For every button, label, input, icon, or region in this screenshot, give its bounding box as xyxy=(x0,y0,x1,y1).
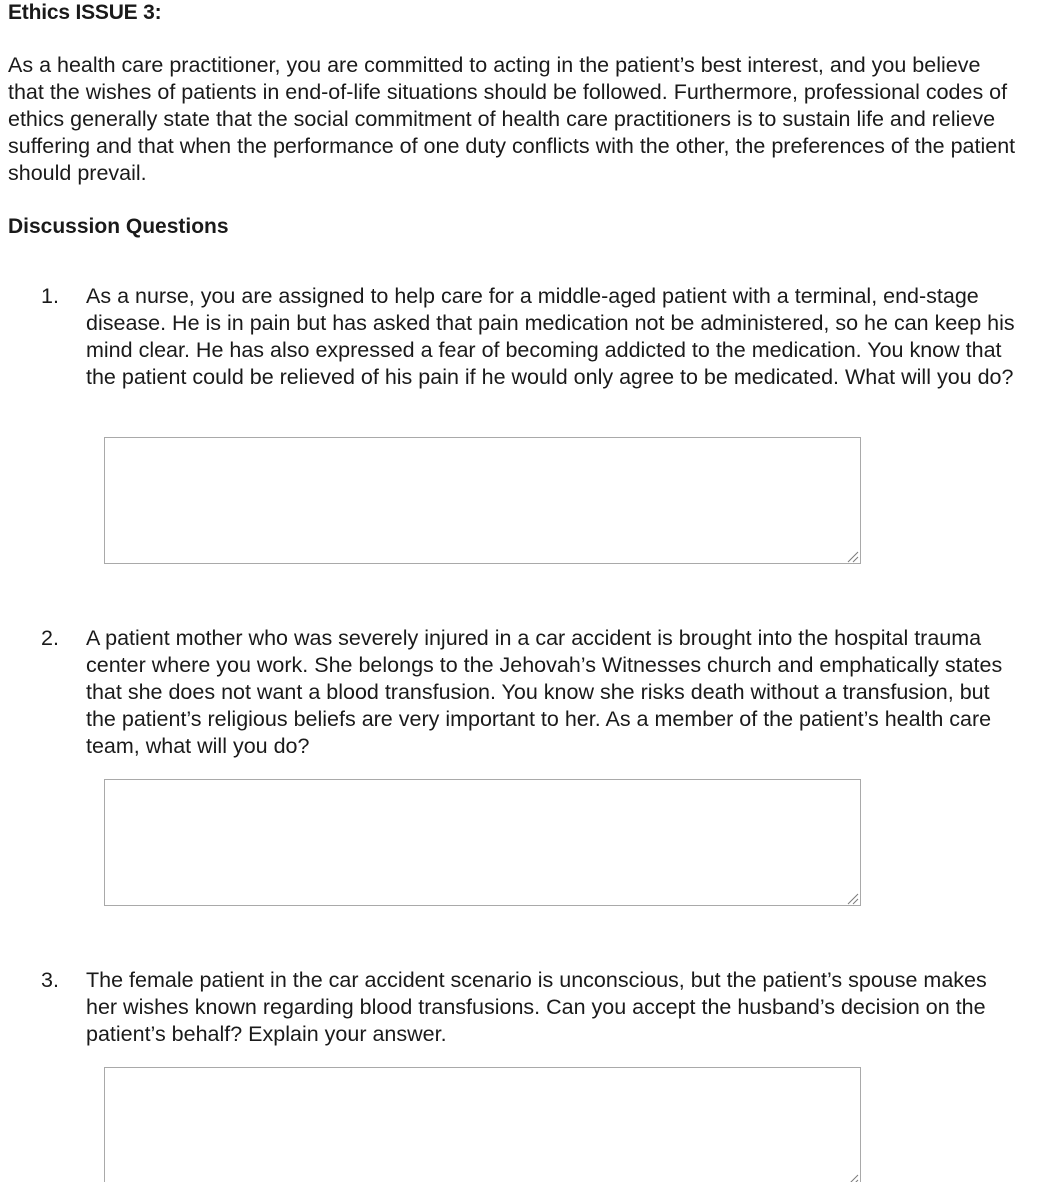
question-1 xyxy=(41,283,1021,391)
question-number: 3. xyxy=(41,968,59,992)
answer-field-3[interactable] xyxy=(104,1067,861,1182)
question-number: 1. xyxy=(41,284,59,308)
discussion-questions-heading: Discussion Questions xyxy=(8,215,229,238)
question-2 xyxy=(41,625,1021,760)
question-text: A patient mother who was severely injured in a car accident is brought into the hospital trauma center where you work. She belongs to the Jehovah’s Witnesses church and emphatically states that she does not want a blood transfusion. You know she risks death without a transfusion, but the patient’s religious beliefs are very important to her. As a member of the patient’s health care team, what will you do? xyxy=(86,626,1003,758)
answer-field-1[interactable] xyxy=(104,437,861,564)
question-number: 2. xyxy=(41,626,59,650)
question-3 xyxy=(41,967,1021,1048)
page-title: Ethics ISSUE 3: xyxy=(8,1,162,24)
question-text: The female patient in the car accident scenario is unconscious, but the patient’s spouse makes her wishes known regarding blood transfusions. Can you accept the husband’s decision on the patient’s behalf? Explain your answer. xyxy=(86,968,987,1046)
answer-field-2[interactable] xyxy=(104,779,861,906)
question-text: As a nurse, you are assigned to help care for a middle-aged patient with a terminal, end-stage disease. He is in pain but has asked that pain medication not be administered, so he can keep his mind clear. He has also expressed a fear of becoming addicted to the medication. You know that the patient could be relieved of his pain if he would only agree to be medicated. What will you do? xyxy=(86,284,1015,389)
intro-paragraph: As a health care practitioner, you are committed to acting in the patient’s best interest, and you believe that the wishes of patients in end-of-life situations should be followed. Furthermore, professional codes of ethics generally state that the social commitment of health care practitioners is to sustain life and relieve suffering and that when the performance of one duty conflicts with the other, the preferences of the patient should prevail. xyxy=(8,53,1016,185)
